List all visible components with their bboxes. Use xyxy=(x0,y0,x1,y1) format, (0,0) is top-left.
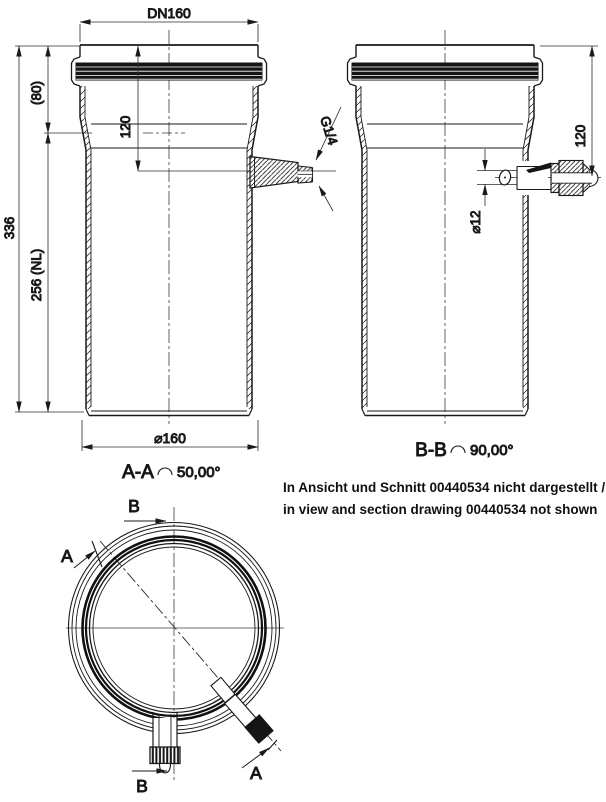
dn160-label: DN160 xyxy=(147,5,191,21)
dia160-label: ⌀160 xyxy=(154,430,186,446)
dim-120-label-bb: 120 xyxy=(573,124,588,148)
cut-letter-a-top: A xyxy=(61,546,73,566)
g14-thread-label: G1/4 xyxy=(317,114,341,147)
seal-ring-bb xyxy=(352,63,539,81)
dim-336-label: 336 xyxy=(2,216,17,240)
dia12-label: ⌀12 xyxy=(468,210,483,234)
dim-120-label-aa: 120 xyxy=(118,115,133,139)
note-line-2: in view and section drawing 00440534 not shown xyxy=(283,502,598,517)
cut-letter-b-top: B xyxy=(128,496,140,516)
note-line-1: In Ansicht und Schnitt 00440534 nicht dargestellt / xyxy=(283,480,606,495)
seal-ring-aa xyxy=(76,63,263,81)
section-aa-name: A-A xyxy=(122,462,154,483)
dim-80-label: (80) xyxy=(29,80,44,106)
cut-letter-a-bottom: A xyxy=(250,763,262,783)
knurled-cap xyxy=(150,747,180,764)
cut-letter-b-bottom: B xyxy=(136,776,148,796)
section-aa-angle: 50,00° xyxy=(177,464,221,481)
section-bb-name: B-B xyxy=(415,440,447,461)
drain-port-top xyxy=(150,712,180,773)
dim-256nl-label: 256 (NL) xyxy=(29,248,44,302)
section-bb-angle: 90,00° xyxy=(470,442,514,459)
